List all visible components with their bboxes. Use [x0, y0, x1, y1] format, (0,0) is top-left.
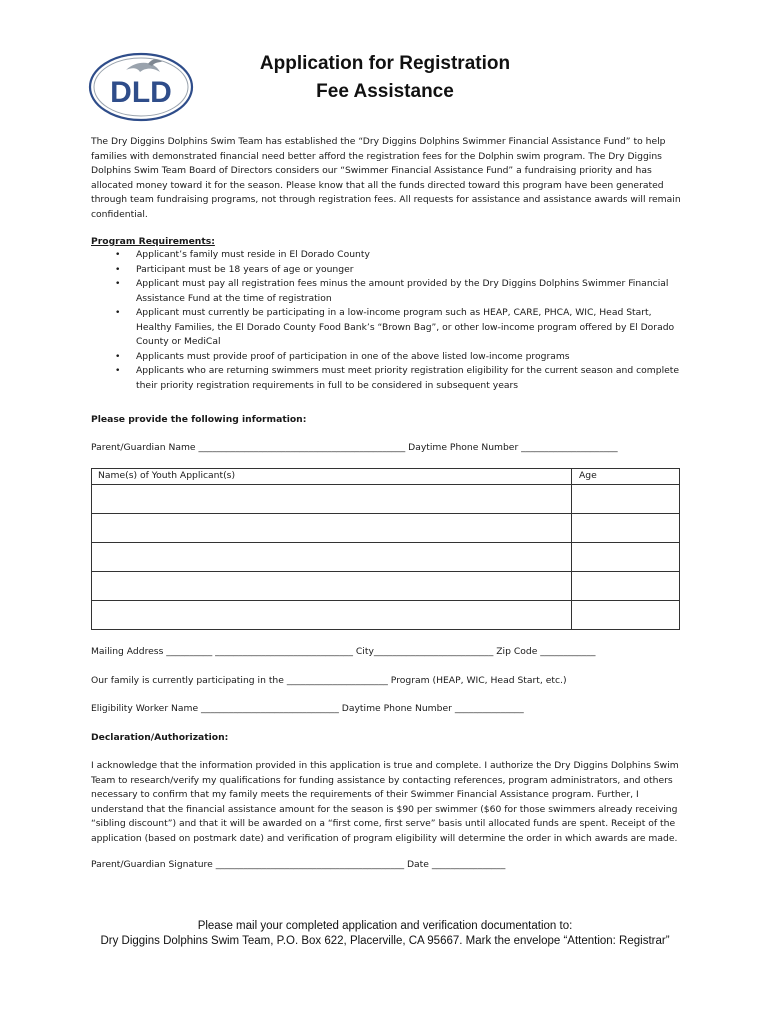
declaration-heading: Declaration/Authorization:	[91, 732, 229, 743]
requirement-item	[91, 306, 691, 350]
youth-applicant-table	[91, 468, 680, 630]
requirement-line: Applicants must provide proof of participation in one of the above listed low-income programs	[136, 350, 570, 362]
signature-date-field[interactable]: Parent/Guardian Signature _________________________________________ Date ________________	[91, 859, 506, 870]
age-cell[interactable]	[573, 514, 678, 542]
intro-line: Dolphins Swim Team Board of Directors considers our “Swimmer Financial Assistance Fund” a fundraising priority and has	[91, 165, 652, 176]
declaration-line: understand that the financial assistance amount for the season is $90 per swimmer ($60 for those swimmers already receiving	[91, 803, 678, 815]
youth-name-cell[interactable]	[92, 485, 570, 513]
youth-name-cell[interactable]	[92, 572, 570, 600]
page-subtitle: Fee Assistance	[316, 81, 454, 102]
intro-line: allocated money toward it for the season. Please know that all the funds directed toward this program have been generated	[91, 179, 664, 191]
table-column-divider	[571, 468, 572, 630]
intro-line: The Dry Diggins Dolphins Swim Team has established the “Dry Diggins Dolphins Swimmer Financial Assistance Fund” to help	[91, 136, 666, 147]
dld-logo	[88, 52, 194, 122]
mailing-instructions: Please mail your completed application and verification documentation to:	[197, 920, 573, 932]
bullet-icon: •	[115, 249, 121, 260]
mailing-address: Dry Diggins Dolphins Swim Team, P.O. Box 622, Placerville, CA 95667. Mark the envelope “Attention: Registrar”	[100, 935, 670, 947]
age-cell[interactable]	[573, 485, 678, 513]
requirement-line: Applicant must currently be participating in a low-income program such as HEAP, CARE, PHCA, WIC, Head Start,	[136, 307, 652, 318]
bullet-icon: •	[115, 263, 121, 275]
age-column-header: Age	[579, 470, 597, 481]
requirement-item	[91, 248, 691, 263]
requirement-item	[91, 364, 691, 393]
requirement-item	[91, 277, 691, 306]
intro-paragraph	[91, 135, 691, 222]
bullet-icon: •	[115, 278, 121, 289]
requirement-line: Assistance Fund at the time of registration	[136, 292, 332, 304]
age-cell[interactable]	[573, 601, 678, 629]
bullet-icon: •	[115, 350, 121, 362]
requirement-line: Healthy Families, the El Dorado County Food Bank’s “Brown Bag”, or other low-income program offered by El Dorado	[136, 321, 675, 333]
requirement-line: County or MediCal	[136, 336, 221, 347]
provide-info-heading: Please provide the following information:	[91, 414, 307, 425]
intro-line: through team fundraising programs, not through registration fees. All requests for assistance and assistance awards will remain	[91, 194, 681, 205]
eligibility-worker-field[interactable]: Eligibility Worker Name ______________________________ Daytime Phone Number _______________	[91, 703, 524, 714]
program-participation-field[interactable]: Our family is currently participating in the ______________________ Program (HEAP, WIC, Head Start, etc.)	[91, 675, 567, 686]
declaration-line: “sibling discount”) and that it will be awarded on a “first come, first serve” basis until allocated funds are spent. Receipt of the	[91, 818, 676, 829]
mailing-address-field[interactable]: Mailing Address __________ ______________________________ City__________________________ Zip Code ____________	[91, 646, 596, 657]
page-title: Application for Registration	[259, 53, 511, 74]
bullet-icon: •	[115, 365, 121, 376]
intro-line: confidential.	[91, 208, 148, 220]
age-cell[interactable]	[573, 572, 678, 600]
requirement-line: Applicant must pay all registration fees minus the amount provided by the Dry Diggins Dolphins Swimmer Financial	[136, 278, 669, 289]
declaration-line: application (based on postmark date) and verification of program eligibility will determine the order in which awards are made.	[91, 832, 678, 844]
requirement-line: Participant must be 18 years of age or younger	[136, 263, 354, 275]
declaration-line: Team to research/verify my qualifications for funding assistance by contacting references, program administrators, and others	[91, 774, 673, 786]
age-cell[interactable]	[573, 543, 678, 571]
declaration-paragraph	[91, 759, 679, 846]
svg-text:DLD: DLD	[110, 76, 172, 109]
requirement-line: Applicants who are returning swimmers must meet priority registration eligibility for the current season and complete	[136, 365, 680, 376]
requirement-item	[91, 350, 691, 365]
requirement-line: their priority registration requirements in full to be considered in subsequent years	[136, 379, 519, 391]
intro-line: families with demonstrated financial need better afford the registration fees for the Dolphin swim program. The Dry Diggins	[91, 150, 662, 162]
requirements-list	[91, 248, 691, 393]
bullet-icon: •	[115, 307, 121, 318]
requirement-item	[91, 263, 691, 278]
youth-name-cell[interactable]	[92, 514, 570, 542]
youth-name-cell[interactable]	[92, 543, 570, 571]
guardian-name-phone-field[interactable]: Parent/Guardian Name _____________________________________________ Daytime Phone Number _____________________	[91, 442, 618, 453]
youth-name-column-header: Name(s) of Youth Applicant(s)	[98, 470, 236, 481]
requirements-heading: Program Requirements:	[91, 236, 215, 247]
youth-name-cell[interactable]	[92, 601, 570, 629]
declaration-line: I acknowledge that the information provided in this application is true and complete. I authorize the Dry Diggins Dolphins Swim	[91, 760, 679, 771]
requirement-line: Applicant’s family must reside in El Dorado County	[136, 249, 370, 260]
declaration-line: necessary to confirm that my family meets the requirements of their Swimmer Financial Assistance program. Further, I	[91, 789, 639, 800]
